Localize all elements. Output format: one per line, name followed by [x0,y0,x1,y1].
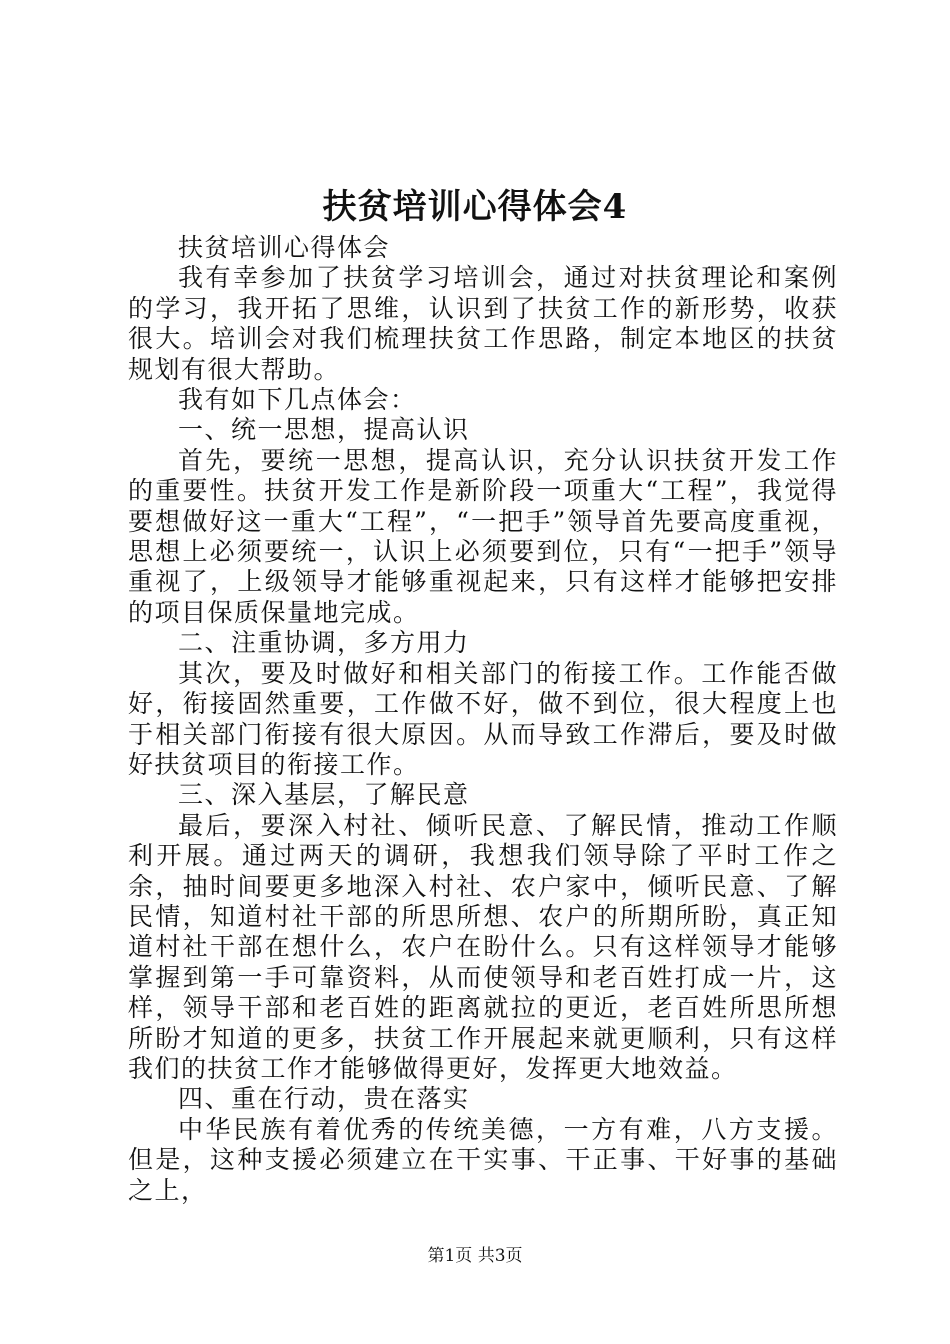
section-heading-1: 一、统一思想，提高认识 [178,415,470,445]
document-body [128,233,838,1206]
paragraph-points-lead: 我有如下几点体会： [178,385,417,415]
paragraph-section-1: 首先，要统一思想，提高认识，充分认识扶贫开发工作的重要性。扶贫开发工作是新阶段一项重大“工程”，我觉得要想做好这一重大“工程”，“一把手”领导首先要高度重视，思想上必须要统一，认识上必须要到位，只有“一把手”领导重视了，上级领导才能够重视起来，只有这样才能够把安排的项目保质保量地完成。 [128,445,838,627]
page-footer: 第1页 共3页 [427,1246,523,1266]
section-heading-4: 四、重在行动，贵在落实 [178,1084,470,1114]
paragraph-section-4: 中华民族有着优秀的传统美德，一方有难，八方支援。但是，这种支援必须建立在干实事、干正事、干好事的基础之上， [128,1114,838,1205]
paragraph-section-2: 其次，要及时做好和相关部门的衔接工作。工作能否做好，衔接固然重要，工作做不好，做不到位，很大程度上也于相关部门衔接有很大原因。从而导致工作滞后，要及时做好扶贫项目的衔接工作。 [128,658,838,779]
paragraph-subtitle: 扶贫培训心得体会 [178,233,391,262]
document-title: 扶贫培训心得体会4 [322,187,628,227]
section-heading-3: 三、深入基层，了解民意 [178,780,470,810]
paragraph-section-3: 最后，要深入村社、倾听民意、了解民情，推动工作顺利开展。通过两天的调研，我想我们领导除了平时工作之余，抽时间要更多地深入村社、农户家中，倾听民意、了解民情，知道村社干部的所思所想、农户的所期所盼，真正知道村社干部在想什么，农户在盼什么。只有这样领导才能够掌握到第一手可靠资料，从而使领导和老百姓打成一片，这样，领导干部和老百姓的距离就拉的更近，老百姓所思所想所盼才知道的更多，扶贫工作开展起来就更顺利，只有这样我们的扶贫工作才能够做得更好，发挥更大地效益。 [128,810,838,1083]
paragraph-intro: 我有幸参加了扶贫学习培训会，通过对扶贫理论和案例的学习，我开拓了思维，认识到了扶贫工作的新形势，收获很大。培训会对我们梳理扶贫工作思路，制定本地区的扶贫规划有很大帮助。 [128,263,838,384]
section-heading-2: 二、注重协调，多方用力 [178,628,470,658]
